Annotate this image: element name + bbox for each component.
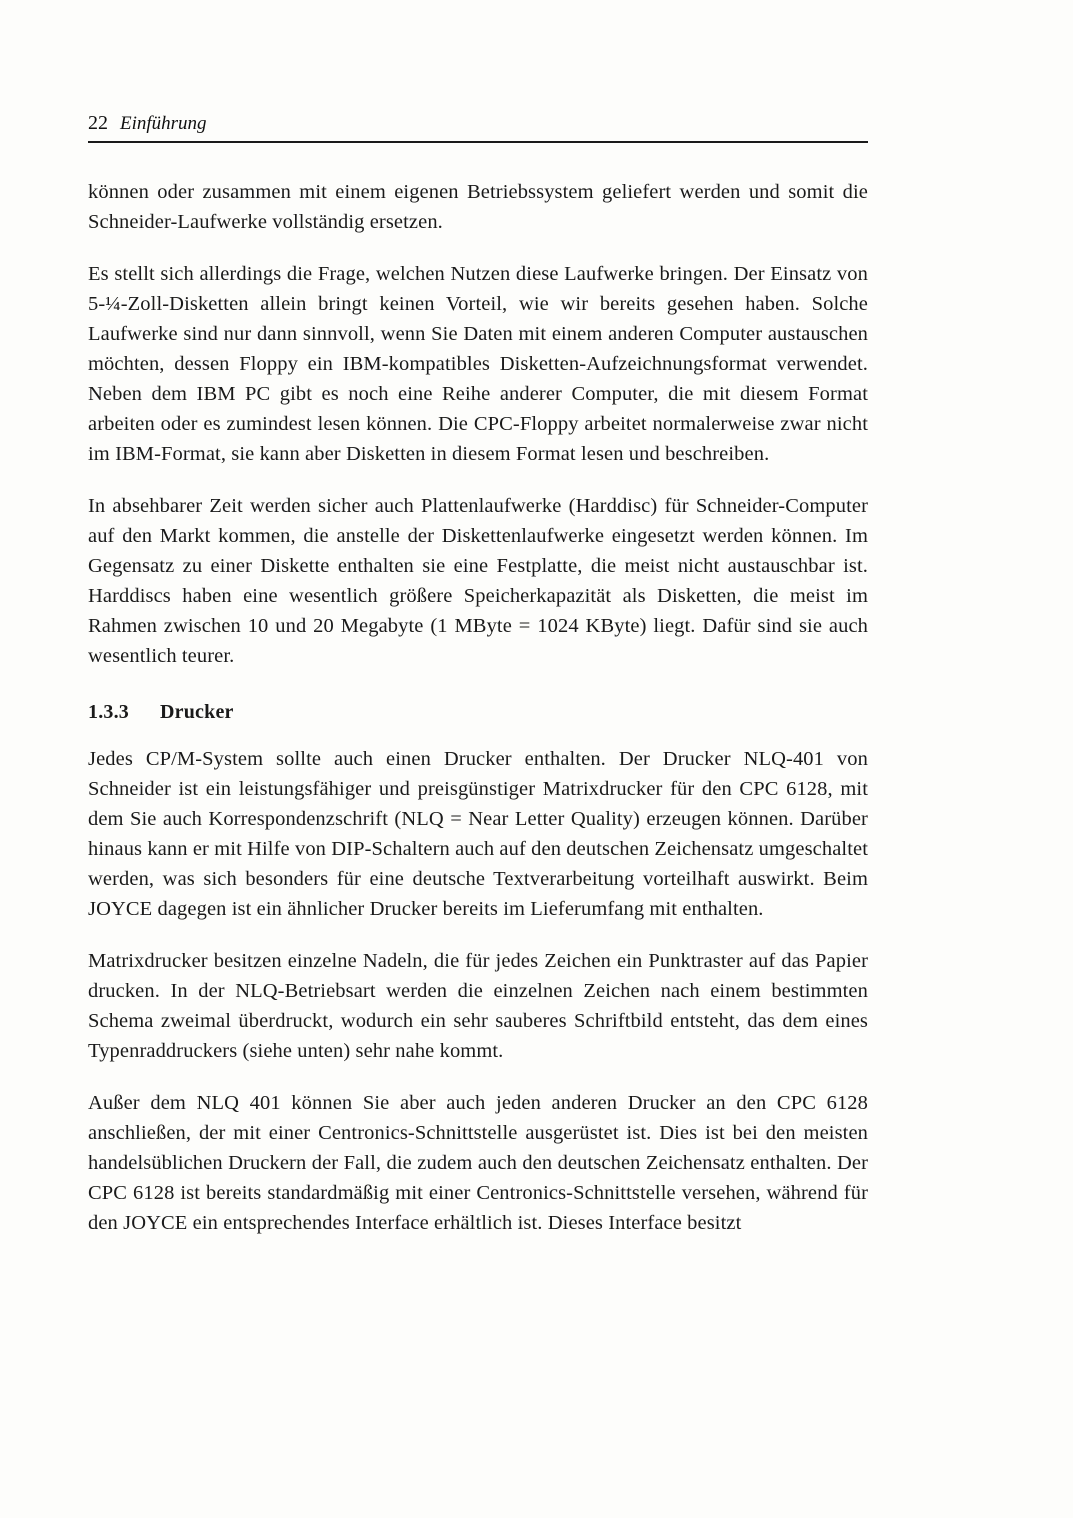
- section-heading: [88, 701, 868, 724]
- paragraph: In absehbarer Zeit werden sicher auch Plattenlaufwerke (Harddisc) für Schneider-Computer auf den Markt kommen, die anstelle der Diskettenlaufwerke eingesetzt werden können. Im Gegensatz zu einer Diskette enthalten sie eine Festplatte, die meist nicht austauschbar ist. Harddiscs haben eine wesentlich größere Speicherkapazität als Disketten, die meist im Rahmen zwischen 10 und 20 Megabyte (1 MByte = 1024 KByte) liegt. Dafür sind sie auch wesentlich teurer.: [88, 495, 868, 667]
- paragraph: Jedes CP/M-System sollte auch einen Drucker enthalten. Der Drucker NLQ-401 von Schneider ist ein leistungsfähiger und preisgünstiger Matrixdrucker für den CPC 6128, mit dem Sie auch Korrespondenzschrift (NLQ = Near Letter Quality) erzeugen können. Darüber hinaus kann er mit Hilfe von DIP-Schaltern auch auf den deutschen Zeichensatz umgeschaltet werden, was sich besonders für eine deutsche Textverarbeitung vorteilhaft auswirkt. Beim JOYCE dagegen ist ein ähnlicher Drucker bereits im Lieferumfang mit enthalten.: [88, 748, 868, 920]
- section-number: 1.3.3: [88, 701, 129, 723]
- page-content: [88, 112, 868, 1238]
- paragraph: Außer dem NLQ 401 können Sie aber auch jeden anderen Drucker an den CPC 6128 anschließen, der mit einer Centronics-Schnittstelle ausgerüstet ist. Dies ist bei den meisten handelsüblichen Druckern der Fall, die zudem auch den deutschen Zeichensatz enthalten. Der CPC 6128 ist bereits standardmäßig mit einer Centronics-Schnittstelle versehen, während für den JOYCE ein entsprechendes Interface erhältlich ist. Dieses Interface besitzt: [88, 1092, 868, 1234]
- paragraph: Matrixdrucker besitzen einzelne Nadeln, die für jedes Zeichen ein Punktraster auf das Papier drucken. In der NLQ-Betriebsart werden die einzelnen Zeichen nach einem bestimmten Schema zweimal überdruckt, wodurch ein sehr sauberes Schriftbild entsteht, das dem eines Typenraddruckers (siehe unten) sehr nahe kommt.: [88, 950, 868, 1062]
- page-header: [88, 112, 868, 135]
- header-title: Einführung: [120, 113, 207, 134]
- page-number: 22: [88, 112, 108, 134]
- section-title: Drucker: [160, 701, 234, 723]
- header-rule: [88, 141, 868, 143]
- paragraph: Es stellt sich allerdings die Frage, welchen Nutzen diese Laufwerke bringen. Der Einsatz von 5-¼-Zoll-Disketten allein bringt keinen Vorteil, wie wir bereits gesehen haben. Solche Laufwerke sind nur dann sinnvoll, wenn Sie Daten mit einem anderen Computer austauschen möchten, dessen Floppy ein IBM-kompatibles Disketten-Aufzeichnungsformat verwendet. Neben dem IBM PC gibt es noch eine Reihe anderer Computer, die mit diesem Format arbeiten oder es zumindest lesen können. Die CPC-Floppy arbeitet normalerweise zwar nicht im IBM-Format, sie kann aber Disketten in diesem Format lesen und beschreiben.: [88, 263, 868, 465]
- paragraph: können oder zusammen mit einem eigenen Betriebssystem geliefert werden und somit die Schneider-Laufwerke vollständig ersetzen.: [88, 181, 868, 233]
- body-text: [88, 177, 868, 1238]
